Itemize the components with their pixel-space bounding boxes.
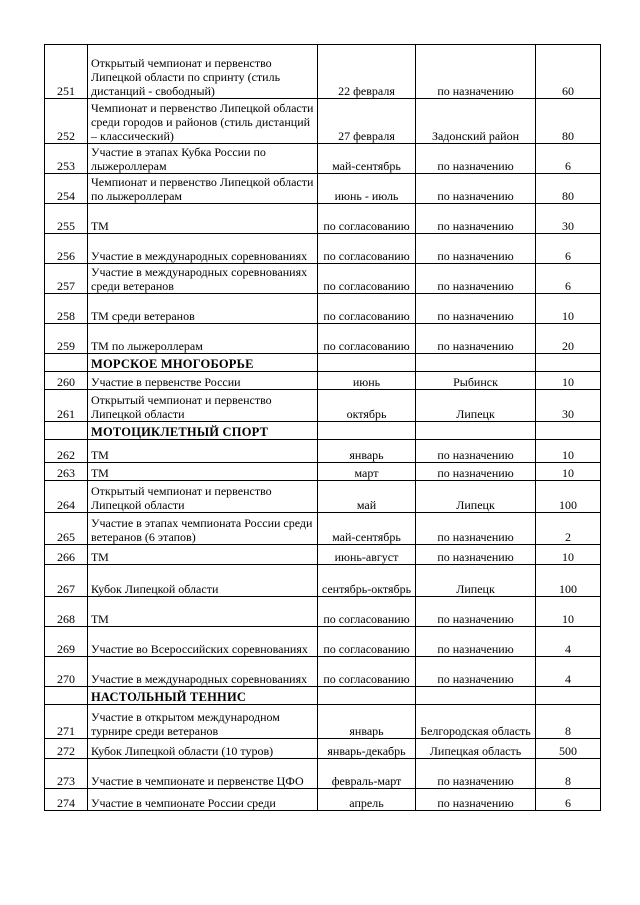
table-row [45,372,601,390]
event-date: по согласованию [318,204,416,234]
row-number: 252 [45,99,88,144]
event-place: Рыбинск [416,372,536,390]
event-date: май [318,481,416,513]
event-place: по назначению [416,264,536,294]
participant-count: 80 [536,174,601,204]
quantity-cell [536,687,601,705]
event-name: Кубок Липецкой области (10 туров) [88,739,318,759]
event-place: Липецкая область [416,739,536,759]
event-date: июнь - июль [318,174,416,204]
event-place: по назначению [416,144,536,174]
place-cell [416,687,536,705]
table-row [45,45,601,99]
table-row [45,545,601,565]
participant-count: 10 [536,372,601,390]
participant-count: 10 [536,597,601,627]
row-number: 266 [45,545,88,565]
event-place: по назначению [416,204,536,234]
event-date: по согласованию [318,324,416,354]
row-number: 267 [45,565,88,597]
participant-count: 100 [536,481,601,513]
table-row [45,597,601,627]
table-row [45,294,601,324]
section-title: НАСТОЛЬНЫЙ ТЕННИС [88,687,318,705]
table-row [45,759,601,789]
event-place: по назначению [416,759,536,789]
event-name: ТМ [88,545,318,565]
participant-count: 4 [536,627,601,657]
event-name: Участие в международных соревнованиях среди ветеранов [88,264,318,294]
row-number: 258 [45,294,88,324]
table-row [45,657,601,687]
participant-count: 80 [536,99,601,144]
row-number: 274 [45,789,88,811]
row-number-cell [45,687,88,705]
event-date: март [318,463,416,481]
event-date: январь [318,705,416,739]
participant-count: 500 [536,739,601,759]
participant-count: 6 [536,789,601,811]
quantity-cell [536,354,601,372]
event-place: по назначению [416,513,536,545]
row-number-cell [45,354,88,372]
event-date: по согласованию [318,627,416,657]
event-place: по назначению [416,627,536,657]
event-name: Открытый чемпионат и первенство Липецкой области [88,481,318,513]
row-number: 269 [45,627,88,657]
event-date: сентябрь-октябрь [318,565,416,597]
participant-count: 10 [536,463,601,481]
event-place: по назначению [416,174,536,204]
row-number: 263 [45,463,88,481]
event-name: ТМ по лыжероллерам [88,324,318,354]
row-number: 265 [45,513,88,545]
section-row [45,422,601,440]
event-date: февраль-март [318,759,416,789]
event-date: октябрь [318,390,416,422]
event-date: по согласованию [318,234,416,264]
table-row [45,440,601,463]
row-number: 268 [45,597,88,627]
event-date: 27 февраля [318,99,416,144]
table-row [45,627,601,657]
event-date: июнь [318,372,416,390]
table-row [45,324,601,354]
event-name: ТМ [88,597,318,627]
row-number: 264 [45,481,88,513]
event-name: Участие в международных соревнованиях [88,657,318,687]
event-date: июнь-август [318,545,416,565]
date-cell [318,687,416,705]
event-date: январь [318,440,416,463]
row-number: 261 [45,390,88,422]
row-number: 272 [45,739,88,759]
table-row [45,481,601,513]
event-name: ТМ [88,463,318,481]
event-date: 22 февраля [318,45,416,99]
place-cell [416,354,536,372]
event-name: ТМ [88,204,318,234]
event-place: Липецк [416,565,536,597]
row-number: 259 [45,324,88,354]
table-row [45,144,601,174]
row-number: 256 [45,234,88,264]
event-place: Белгородская область [416,705,536,739]
event-date: апрель [318,789,416,811]
participant-count: 10 [536,440,601,463]
event-date: по согласованию [318,264,416,294]
participant-count: 20 [536,324,601,354]
table-row [45,739,601,759]
event-name: Участие в открытом международном турнире среди ветеранов [88,705,318,739]
participant-count: 8 [536,705,601,739]
section-row [45,354,601,372]
event-date: по согласованию [318,657,416,687]
participant-count: 60 [536,45,601,99]
event-place: Липецк [416,481,536,513]
event-name: Чемпионат и первенство Липецкой области по лыжероллерам [88,174,318,204]
table-row [45,463,601,481]
event-place: по назначению [416,657,536,687]
event-place: по назначению [416,463,536,481]
participant-count: 10 [536,545,601,565]
event-name: ТМ [88,440,318,463]
table-row [45,174,601,204]
table-row [45,99,601,144]
participant-count: 8 [536,759,601,789]
table-row [45,204,601,234]
event-name: Открытый чемпионат и первенство Липецкой области по спринту (стиль дистанций - свободный) [88,45,318,99]
table-row [45,789,601,811]
row-number: 255 [45,204,88,234]
event-place: по назначению [416,545,536,565]
date-cell [318,422,416,440]
event-name: Чемпионат и первенство Липецкой области среди городов и районов (стиль дистанций – классический) [88,99,318,144]
table-row [45,264,601,294]
row-number: 271 [45,705,88,739]
event-date: по согласованию [318,294,416,324]
row-number: 257 [45,264,88,294]
event-date: май-сентябрь [318,513,416,545]
event-place: по назначению [416,324,536,354]
table-row [45,390,601,422]
participant-count: 6 [536,144,601,174]
event-date: май-сентябрь [318,144,416,174]
event-date: по согласованию [318,597,416,627]
participant-count: 2 [536,513,601,545]
event-place: по назначению [416,294,536,324]
event-place: Липецк [416,390,536,422]
participant-count: 100 [536,565,601,597]
event-place: по назначению [416,45,536,99]
participant-count: 30 [536,390,601,422]
row-number: 273 [45,759,88,789]
row-number: 253 [45,144,88,174]
schedule-table [44,44,601,811]
date-cell [318,354,416,372]
participant-count: 4 [536,657,601,687]
table-row [45,234,601,264]
event-place: по назначению [416,440,536,463]
participant-count: 10 [536,294,601,324]
event-date: январь-декабрь [318,739,416,759]
row-number-cell [45,422,88,440]
section-title: МОРСКОЕ МНОГОБОРЬЕ [88,354,318,372]
table-row [45,705,601,739]
row-number: 254 [45,174,88,204]
row-number: 262 [45,440,88,463]
place-cell [416,422,536,440]
row-number: 251 [45,45,88,99]
row-number: 260 [45,372,88,390]
section-title: МОТОЦИКЛЕТНЫЙ СПОРТ [88,422,318,440]
table-row [45,513,601,545]
event-name: Участие в этапах чемпионата России среди ветеранов (6 этапов) [88,513,318,545]
event-name: Участие в первенстве России [88,372,318,390]
participant-count: 6 [536,234,601,264]
schedule-table-body [45,45,601,811]
event-name: Участие во Всероссийских соревнованиях [88,627,318,657]
event-name: Открытый чемпионат и первенство Липецкой области [88,390,318,422]
table-row [45,565,601,597]
event-name: Кубок Липецкой области [88,565,318,597]
event-place: по назначению [416,789,536,811]
section-row [45,687,601,705]
event-place: Задонский район [416,99,536,144]
event-place: по назначению [416,234,536,264]
event-name: Участие в чемпионате и первенстве ЦФО [88,759,318,789]
event-name: ТМ среди ветеранов [88,294,318,324]
participant-count: 6 [536,264,601,294]
quantity-cell [536,422,601,440]
participant-count: 30 [536,204,601,234]
event-name: Участие в чемпионате России среди [88,789,318,811]
row-number: 270 [45,657,88,687]
event-name: Участие в этапах Кубка России по лыжероллерам [88,144,318,174]
event-place: по назначению [416,597,536,627]
event-name: Участие в международных соревнованиях [88,234,318,264]
